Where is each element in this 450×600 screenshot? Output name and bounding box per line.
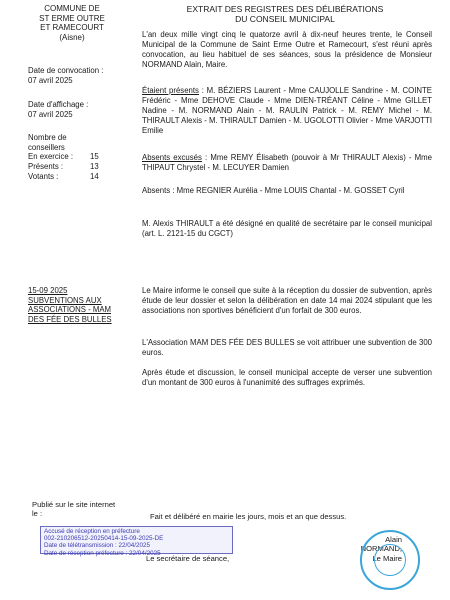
stat-label: En exercice :: [28, 152, 74, 162]
convocation-label: Date de convocation :: [28, 66, 104, 75]
publie-date-label: le :: [32, 509, 43, 519]
stat-label: Votants :: [28, 171, 59, 181]
commune-line-1: COMMUNE DE: [44, 4, 100, 13]
excuses-label: Absents excusés: [142, 153, 202, 162]
stat-row: [28, 152, 99, 162]
commune-header: [22, 4, 122, 42]
presents-list: : M. BÉZIERS Laurent - Mme CAUJOLLE Sandrine - M. COINTE Frédéric - Mme DEHOVE Claude - Mme DIEN-TRÉANT Céline - Mme GILLET Nadine - M. NORMAND Alain - M. RAULIN Patrick - M. REMY Michel - M. THIRAULT Alexis - M. THIRAULT Damien - M. UGOLOTTI Olivier - Mme VARJOTTI Emilie: [142, 86, 432, 135]
stat-row: [28, 172, 99, 182]
commune-line-2: ST ERME OUTRE: [39, 13, 105, 23]
conseillers-label-1: Nombre de: [28, 133, 67, 142]
convocation-block: [28, 66, 123, 85]
seal-inner-ring: [374, 544, 406, 576]
deliberation-paragraph-2: L'Association MAM DES FÉE DES BULLES se voit attribuer une subvention de 300 euros.: [142, 338, 432, 357]
convocation-date: 07 avril 2025: [28, 75, 73, 85]
secretaire-paragraph: M. Alexis THIRAULT a été désigné en qualité de secrétaire par le conseil municipal (art. L. 2121-15 du CGCT): [142, 219, 432, 238]
affichage-block: [28, 100, 123, 119]
stamp-line-3: Date de télétransmission : 22/04/2025: [44, 542, 151, 550]
deliberation-paragraph-1: Le Maire informe le conseil que suite à la réception du dossier de subvention, après étude de leur dossier et selon la délibération en date 14 mai 2024 stipulant que les associations non sportives bénéficient d'un forfait de 300 euros.: [142, 286, 432, 315]
document-title: [150, 4, 420, 24]
title-line-1: EXTRAIT DES REGISTRES DES DÉLIBÉRATIONS: [186, 4, 384, 14]
absents-paragraph: Absents : Mme REGNIER Aurélia - Mme LOUIS Chantal - M. GOSSET Cyril: [142, 186, 405, 195]
presents-paragraph: [142, 86, 432, 135]
commune-seal: [360, 530, 420, 590]
prefecture-stamp: [40, 526, 233, 557]
conseillers-stats: [28, 152, 99, 181]
intro-paragraph: L'an deux mille vingt cinq le quatorze avril à dix-neuf heures trente, le Conseil Municipal de la Commune de Saint Erme Outre et Ramecourt, s'est réuni après convocation, au lieu habituel de ses séances, sous la présidence de Monsieur NORMAND Alain, Maire.: [142, 30, 432, 69]
deliberation-paragraph-3: Après étude et discussion, le conseil municipal accepte de verser une subvention d'un montant de 300 euros à l'unanimité des suffrages exprimés.: [142, 368, 432, 387]
stat-label: Présents :: [28, 162, 64, 172]
affichage-label: Date d'affichage :: [28, 100, 89, 109]
excuses-paragraph: [142, 153, 432, 173]
stat-value: 13: [90, 162, 99, 172]
commune-line-3: ET RAMECOURT: [40, 23, 104, 33]
publication-block: [32, 500, 115, 519]
excuses-list: : Mme REMY Élisabeth (pouvoir à Mr THIRAULT Alexis) - Mme THIPAUT Chrystel - M. LECUYER Damien: [142, 153, 432, 172]
mayor-title: Le Maire: [372, 553, 402, 563]
conseillers-block: [28, 133, 123, 182]
affichage-date: 07 avril 2025: [28, 109, 73, 119]
stat-value: 15: [90, 152, 99, 162]
stat-row: [28, 162, 99, 172]
title-line-2: DU CONSEIL MUNICIPAL: [235, 14, 335, 25]
deliberation-title: SUBVENTIONS AUX ASSOCIATIONS - MAM DES FÉE DES BULLES: [28, 295, 112, 325]
deliberation-number: 15-09 2025: [28, 286, 68, 295]
fait-statement: Fait et délibéré en mairie les jours, mois et an que dessus.: [150, 512, 347, 521]
stamp-line-1: Accusé de réception en préfecture: [44, 528, 140, 535]
commune-line-4: (Aisne): [59, 32, 85, 42]
stat-value: 14: [90, 171, 99, 181]
deliberation-heading: [28, 286, 128, 325]
publie-label: Publié sur le site internet: [32, 500, 116, 509]
stamp-line-2: 002-210206512-20250414-15-09-2025-DE: [44, 535, 164, 543]
mayor-name: Alain NORMAND,: [360, 535, 402, 554]
presents-label: Étaient présents: [142, 86, 199, 95]
conseillers-label-2: conseillers: [28, 142, 65, 152]
stamp-line-4: Date de réception préfecture : 22/04/2025: [44, 549, 161, 557]
secretaire-signature-label: Le secrétaire de séance,: [146, 554, 230, 563]
